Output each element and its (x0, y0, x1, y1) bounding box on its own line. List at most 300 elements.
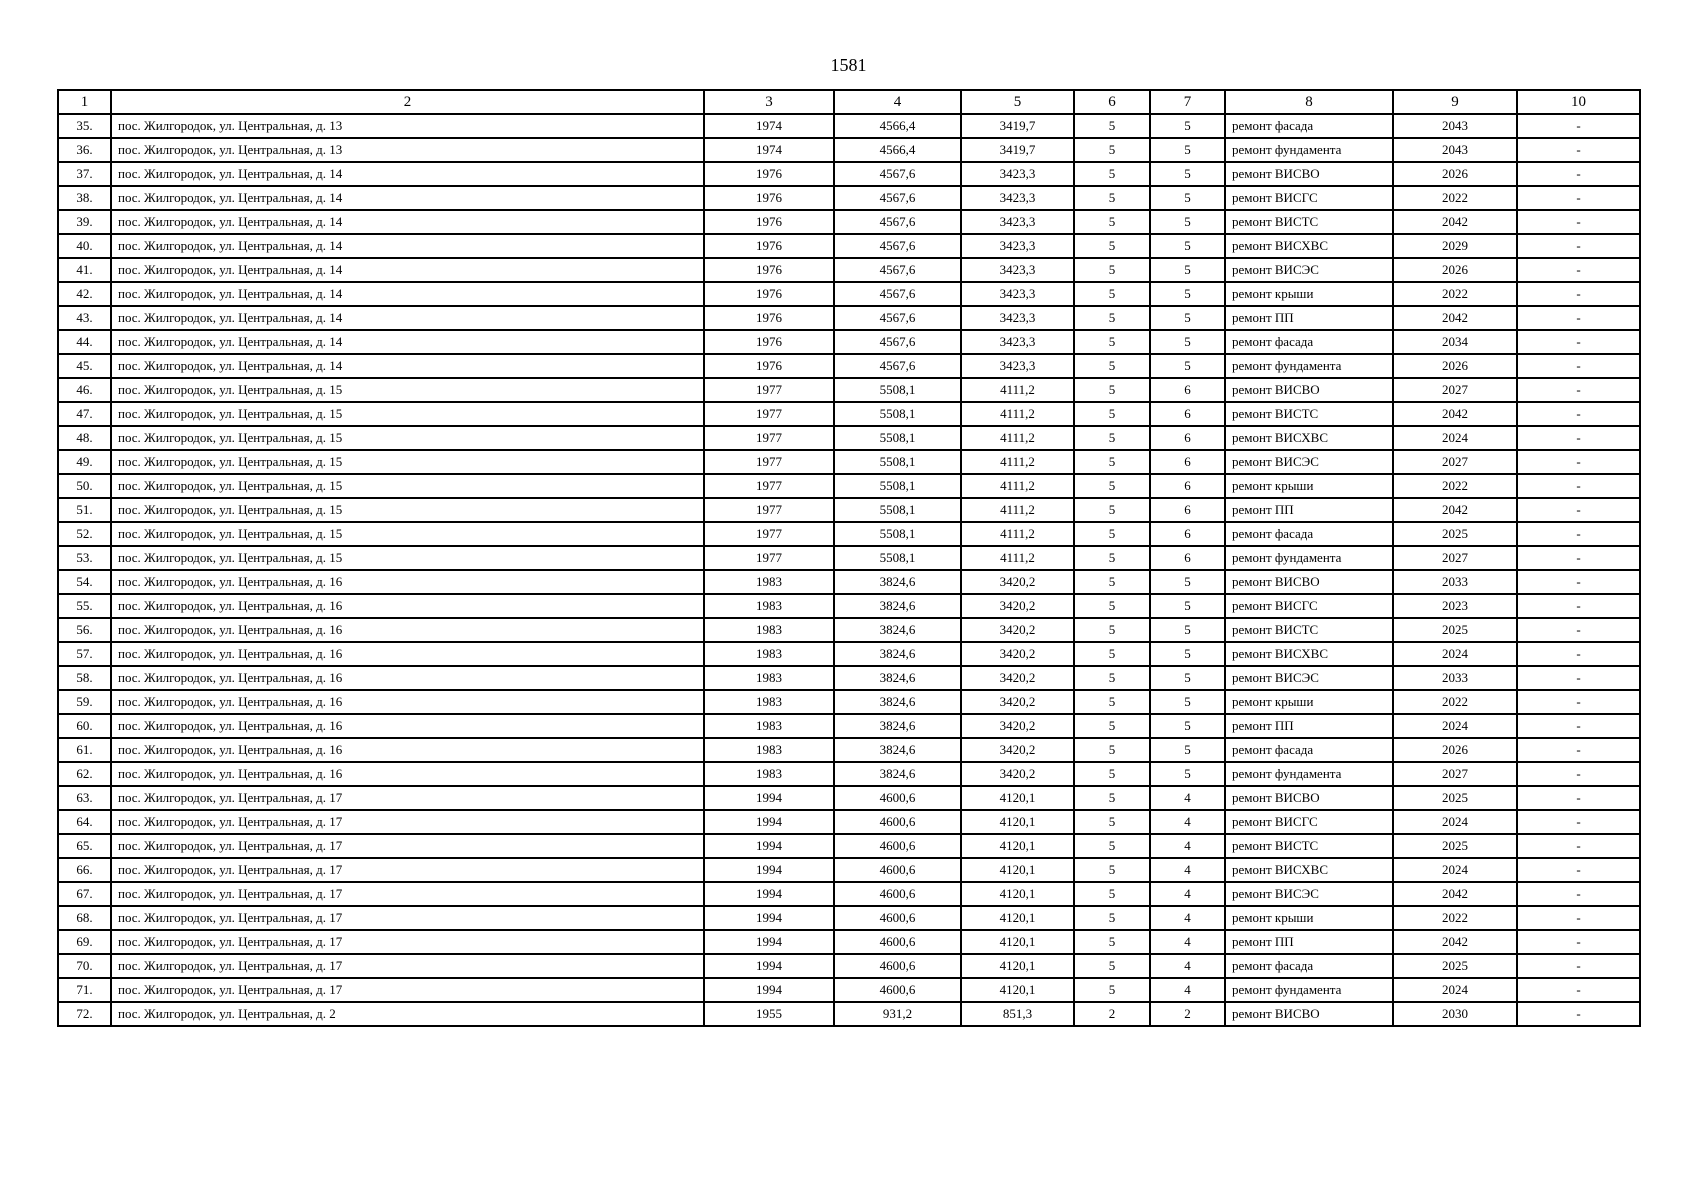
year-cell: 1977 (704, 498, 834, 522)
total-area-cell: 3824,6 (834, 642, 961, 666)
address-cell: пос. Жилгородок, ул. Центральная, д. 14 (111, 282, 704, 306)
total-area-cell: 4600,6 (834, 882, 961, 906)
floors-cell: 5 (1074, 498, 1150, 522)
living-area-cell: 4120,1 (961, 858, 1074, 882)
row-number-cell: 64. (58, 810, 111, 834)
living-area-cell: 3423,3 (961, 306, 1074, 330)
entrances-cell: 5 (1150, 666, 1225, 690)
work-type-cell: ремонт фундамента (1225, 138, 1393, 162)
floors-cell: 5 (1074, 546, 1150, 570)
total-area-cell: 3824,6 (834, 762, 961, 786)
planned-year-cell: 2022 (1393, 474, 1517, 498)
row-number-cell: 44. (58, 330, 111, 354)
work-type-cell: ремонт ВИСЭС (1225, 450, 1393, 474)
planned-year-cell: 2042 (1393, 930, 1517, 954)
column-header-8: 8 (1225, 90, 1393, 114)
entrances-cell: 5 (1150, 354, 1225, 378)
living-area-cell: 4120,1 (961, 954, 1074, 978)
entrances-cell: 4 (1150, 954, 1225, 978)
work-type-cell: ремонт ВИСТС (1225, 834, 1393, 858)
address-cell: пос. Жилгородок, ул. Центральная, д. 16 (111, 642, 704, 666)
floors-cell: 5 (1074, 810, 1150, 834)
floors-cell: 5 (1074, 354, 1150, 378)
planned-year-cell: 2024 (1393, 714, 1517, 738)
planned-year-cell: 2025 (1393, 522, 1517, 546)
work-type-cell: ремонт ВИСХВС (1225, 642, 1393, 666)
table-row (58, 354, 1640, 378)
floors-cell: 5 (1074, 162, 1150, 186)
table-row (58, 474, 1640, 498)
work-type-cell: ремонт ВИСГС (1225, 594, 1393, 618)
entrances-cell: 4 (1150, 882, 1225, 906)
table-row (58, 498, 1640, 522)
year-cell: 1955 (704, 1002, 834, 1026)
table-row (58, 306, 1640, 330)
table-row (58, 786, 1640, 810)
work-type-cell: ремонт ВИСВО (1225, 1002, 1393, 1026)
note-cell: - (1517, 714, 1640, 738)
address-cell: пос. Жилгородок, ул. Центральная, д. 15 (111, 498, 704, 522)
year-cell: 1983 (704, 618, 834, 642)
work-type-cell: ремонт ВИСВО (1225, 378, 1393, 402)
living-area-cell: 4120,1 (961, 906, 1074, 930)
living-area-cell: 4120,1 (961, 786, 1074, 810)
year-cell: 1977 (704, 426, 834, 450)
entrances-cell: 4 (1150, 930, 1225, 954)
row-number-cell: 49. (58, 450, 111, 474)
work-type-cell: ремонт ВИСТС (1225, 618, 1393, 642)
entrances-cell: 5 (1150, 594, 1225, 618)
entrances-cell: 6 (1150, 450, 1225, 474)
address-cell: пос. Жилгородок, ул. Центральная, д. 14 (111, 306, 704, 330)
floors-cell: 5 (1074, 642, 1150, 666)
floors-cell: 5 (1074, 882, 1150, 906)
floors-cell: 5 (1074, 618, 1150, 642)
year-cell: 1976 (704, 258, 834, 282)
address-cell: пос. Жилгородок, ул. Центральная, д. 17 (111, 810, 704, 834)
address-cell: пос. Жилгородок, ул. Центральная, д. 14 (111, 330, 704, 354)
planned-year-cell: 2023 (1393, 594, 1517, 618)
address-cell: пос. Жилгородок, ул. Центральная, д. 16 (111, 618, 704, 642)
living-area-cell: 3420,2 (961, 714, 1074, 738)
column-header-9: 9 (1393, 90, 1517, 114)
living-area-cell: 4111,2 (961, 546, 1074, 570)
year-cell: 1977 (704, 402, 834, 426)
total-area-cell: 3824,6 (834, 570, 961, 594)
planned-year-cell: 2024 (1393, 426, 1517, 450)
table-row (58, 642, 1640, 666)
row-number-cell: 56. (58, 618, 111, 642)
planned-year-cell: 2027 (1393, 762, 1517, 786)
planned-year-cell: 2026 (1393, 354, 1517, 378)
year-cell: 1983 (704, 642, 834, 666)
floors-cell: 5 (1074, 570, 1150, 594)
work-type-cell: ремонт фасада (1225, 954, 1393, 978)
row-number-cell: 36. (58, 138, 111, 162)
address-cell: пос. Жилгородок, ул. Центральная, д. 17 (111, 930, 704, 954)
living-area-cell: 3420,2 (961, 762, 1074, 786)
address-cell: пос. Жилгородок, ул. Центральная, д. 16 (111, 594, 704, 618)
row-number-cell: 69. (58, 930, 111, 954)
total-area-cell: 4567,6 (834, 162, 961, 186)
total-area-cell: 4567,6 (834, 282, 961, 306)
table-row (58, 210, 1640, 234)
floors-cell: 5 (1074, 714, 1150, 738)
work-type-cell: ремонт ВИСГС (1225, 186, 1393, 210)
year-cell: 1983 (704, 762, 834, 786)
address-cell: пос. Жилгородок, ул. Центральная, д. 17 (111, 906, 704, 930)
address-cell: пос. Жилгородок, ул. Центральная, д. 17 (111, 882, 704, 906)
floors-cell: 5 (1074, 690, 1150, 714)
table-row (58, 1002, 1640, 1026)
year-cell: 1977 (704, 546, 834, 570)
table-row (58, 882, 1640, 906)
living-area-cell: 3423,3 (961, 330, 1074, 354)
work-type-cell: ремонт ВИСТС (1225, 402, 1393, 426)
living-area-cell: 3420,2 (961, 570, 1074, 594)
row-number-cell: 58. (58, 666, 111, 690)
planned-year-cell: 2030 (1393, 1002, 1517, 1026)
entrances-cell: 5 (1150, 738, 1225, 762)
living-area-cell: 3420,2 (961, 642, 1074, 666)
total-area-cell: 4600,6 (834, 786, 961, 810)
entrances-cell: 5 (1150, 234, 1225, 258)
year-cell: 1983 (704, 594, 834, 618)
table-row (58, 402, 1640, 426)
entrances-cell: 5 (1150, 570, 1225, 594)
year-cell: 1977 (704, 474, 834, 498)
year-cell: 1994 (704, 978, 834, 1002)
living-area-cell: 3420,2 (961, 666, 1074, 690)
address-cell: пос. Жилгородок, ул. Центральная, д. 14 (111, 354, 704, 378)
note-cell: - (1517, 882, 1640, 906)
year-cell: 1976 (704, 210, 834, 234)
column-header-5: 5 (961, 90, 1074, 114)
address-cell: пос. Жилгородок, ул. Центральная, д. 15 (111, 522, 704, 546)
living-area-cell: 4111,2 (961, 378, 1074, 402)
row-number-cell: 63. (58, 786, 111, 810)
year-cell: 1983 (704, 570, 834, 594)
table-row (58, 858, 1640, 882)
note-cell: - (1517, 642, 1640, 666)
note-cell: - (1517, 450, 1640, 474)
year-cell: 1994 (704, 834, 834, 858)
row-number-cell: 42. (58, 282, 111, 306)
planned-year-cell: 2027 (1393, 378, 1517, 402)
work-type-cell: ремонт ВИСТС (1225, 210, 1393, 234)
floors-cell: 5 (1074, 402, 1150, 426)
total-area-cell: 931,2 (834, 1002, 961, 1026)
entrances-cell: 6 (1150, 426, 1225, 450)
planned-year-cell: 2024 (1393, 978, 1517, 1002)
total-area-cell: 5508,1 (834, 450, 961, 474)
living-area-cell: 4111,2 (961, 498, 1074, 522)
note-cell: - (1517, 138, 1640, 162)
table-row (58, 522, 1640, 546)
note-cell: - (1517, 738, 1640, 762)
total-area-cell: 4567,6 (834, 330, 961, 354)
address-cell: пос. Жилгородок, ул. Центральная, д. 13 (111, 138, 704, 162)
entrances-cell: 4 (1150, 834, 1225, 858)
address-cell: пос. Жилгородок, ул. Центральная, д. 15 (111, 402, 704, 426)
note-cell: - (1517, 546, 1640, 570)
row-number-cell: 66. (58, 858, 111, 882)
year-cell: 1977 (704, 450, 834, 474)
row-number-cell: 48. (58, 426, 111, 450)
total-area-cell: 3824,6 (834, 738, 961, 762)
note-cell: - (1517, 114, 1640, 138)
note-cell: - (1517, 1002, 1640, 1026)
row-number-cell: 39. (58, 210, 111, 234)
year-cell: 1974 (704, 114, 834, 138)
note-cell: - (1517, 858, 1640, 882)
work-type-cell: ремонт фундамента (1225, 762, 1393, 786)
planned-year-cell: 2024 (1393, 642, 1517, 666)
note-cell: - (1517, 690, 1640, 714)
row-number-cell: 67. (58, 882, 111, 906)
entrances-cell: 5 (1150, 306, 1225, 330)
address-cell: пос. Жилгородок, ул. Центральная, д. 17 (111, 786, 704, 810)
address-cell: пос. Жилгородок, ул. Центральная, д. 17 (111, 954, 704, 978)
living-area-cell: 3419,7 (961, 138, 1074, 162)
row-number-cell: 38. (58, 186, 111, 210)
entrances-cell: 4 (1150, 858, 1225, 882)
table-body (58, 114, 1640, 1026)
total-area-cell: 3824,6 (834, 714, 961, 738)
planned-year-cell: 2042 (1393, 210, 1517, 234)
total-area-cell: 5508,1 (834, 474, 961, 498)
table-row (58, 738, 1640, 762)
planned-year-cell: 2025 (1393, 954, 1517, 978)
row-number-cell: 46. (58, 378, 111, 402)
year-cell: 1976 (704, 186, 834, 210)
note-cell: - (1517, 978, 1640, 1002)
row-number-cell: 57. (58, 642, 111, 666)
total-area-cell: 4567,6 (834, 258, 961, 282)
row-number-cell: 52. (58, 522, 111, 546)
table-row (58, 906, 1640, 930)
row-number-cell: 60. (58, 714, 111, 738)
planned-year-cell: 2022 (1393, 186, 1517, 210)
year-cell: 1994 (704, 930, 834, 954)
entrances-cell: 5 (1150, 162, 1225, 186)
address-cell: пос. Жилгородок, ул. Центральная, д. 16 (111, 738, 704, 762)
address-cell: пос. Жилгородок, ул. Центральная, д. 17 (111, 834, 704, 858)
living-area-cell: 4120,1 (961, 930, 1074, 954)
living-area-cell: 851,3 (961, 1002, 1074, 1026)
entrances-cell: 5 (1150, 714, 1225, 738)
living-area-cell: 4111,2 (961, 474, 1074, 498)
work-type-cell: ремонт ПП (1225, 306, 1393, 330)
column-header-7: 7 (1150, 90, 1225, 114)
work-type-cell: ремонт ПП (1225, 714, 1393, 738)
table-row (58, 570, 1640, 594)
floors-cell: 5 (1074, 330, 1150, 354)
note-cell: - (1517, 186, 1640, 210)
table-row (58, 258, 1640, 282)
row-number-cell: 71. (58, 978, 111, 1002)
housing-repair-table (57, 89, 1641, 1027)
living-area-cell: 4111,2 (961, 402, 1074, 426)
floors-cell: 5 (1074, 834, 1150, 858)
year-cell: 1977 (704, 378, 834, 402)
work-type-cell: ремонт ВИСВО (1225, 162, 1393, 186)
entrances-cell: 4 (1150, 978, 1225, 1002)
entrances-cell: 6 (1150, 546, 1225, 570)
work-type-cell: ремонт ПП (1225, 930, 1393, 954)
table-row (58, 762, 1640, 786)
planned-year-cell: 2026 (1393, 162, 1517, 186)
note-cell: - (1517, 570, 1640, 594)
row-number-cell: 43. (58, 306, 111, 330)
address-cell: пос. Жилгородок, ул. Центральная, д. 17 (111, 858, 704, 882)
living-area-cell: 4111,2 (961, 450, 1074, 474)
planned-year-cell: 2022 (1393, 906, 1517, 930)
floors-cell: 5 (1074, 210, 1150, 234)
total-area-cell: 5508,1 (834, 522, 961, 546)
note-cell: - (1517, 522, 1640, 546)
living-area-cell: 3420,2 (961, 618, 1074, 642)
year-cell: 1983 (704, 690, 834, 714)
year-cell: 1994 (704, 786, 834, 810)
planned-year-cell: 2027 (1393, 450, 1517, 474)
planned-year-cell: 2033 (1393, 570, 1517, 594)
table-row (58, 138, 1640, 162)
note-cell: - (1517, 474, 1640, 498)
planned-year-cell: 2026 (1393, 258, 1517, 282)
table-row (58, 114, 1640, 138)
address-cell: пос. Жилгородок, ул. Центральная, д. 15 (111, 426, 704, 450)
total-area-cell: 4600,6 (834, 834, 961, 858)
work-type-cell: ремонт ПП (1225, 498, 1393, 522)
note-cell: - (1517, 378, 1640, 402)
row-number-cell: 68. (58, 906, 111, 930)
row-number-cell: 72. (58, 1002, 111, 1026)
work-type-cell: ремонт ВИСВО (1225, 786, 1393, 810)
work-type-cell: ремонт ВИСВО (1225, 570, 1393, 594)
planned-year-cell: 2025 (1393, 786, 1517, 810)
living-area-cell: 4111,2 (961, 522, 1074, 546)
planned-year-cell: 2024 (1393, 858, 1517, 882)
entrances-cell: 5 (1150, 282, 1225, 306)
column-header-1: 1 (58, 90, 111, 114)
year-cell: 1983 (704, 714, 834, 738)
total-area-cell: 3824,6 (834, 666, 961, 690)
row-number-cell: 65. (58, 834, 111, 858)
entrances-cell: 6 (1150, 522, 1225, 546)
year-cell: 1976 (704, 330, 834, 354)
table-row (58, 282, 1640, 306)
work-type-cell: ремонт ВИСЭС (1225, 882, 1393, 906)
year-cell: 1974 (704, 138, 834, 162)
note-cell: - (1517, 666, 1640, 690)
address-cell: пос. Жилгородок, ул. Центральная, д. 14 (111, 186, 704, 210)
work-type-cell: ремонт фундамента (1225, 546, 1393, 570)
floors-cell: 5 (1074, 138, 1150, 162)
entrances-cell: 5 (1150, 618, 1225, 642)
planned-year-cell: 2027 (1393, 546, 1517, 570)
planned-year-cell: 2025 (1393, 834, 1517, 858)
planned-year-cell: 2033 (1393, 666, 1517, 690)
year-cell: 1983 (704, 666, 834, 690)
entrances-cell: 4 (1150, 810, 1225, 834)
living-area-cell: 4111,2 (961, 426, 1074, 450)
note-cell: - (1517, 210, 1640, 234)
floors-cell: 5 (1074, 906, 1150, 930)
row-number-cell: 62. (58, 762, 111, 786)
note-cell: - (1517, 354, 1640, 378)
planned-year-cell: 2042 (1393, 498, 1517, 522)
entrances-cell: 4 (1150, 786, 1225, 810)
work-type-cell: ремонт ВИСХВС (1225, 858, 1393, 882)
year-cell: 1994 (704, 954, 834, 978)
row-number-cell: 41. (58, 258, 111, 282)
work-type-cell: ремонт фундамента (1225, 978, 1393, 1002)
address-cell: пос. Жилгородок, ул. Центральная, д. 16 (111, 762, 704, 786)
table-row (58, 618, 1640, 642)
note-cell: - (1517, 258, 1640, 282)
note-cell: - (1517, 162, 1640, 186)
floors-cell: 5 (1074, 282, 1150, 306)
living-area-cell: 3423,3 (961, 282, 1074, 306)
note-cell: - (1517, 930, 1640, 954)
table-row (58, 954, 1640, 978)
address-cell: пос. Жилгородок, ул. Центральная, д. 14 (111, 258, 704, 282)
row-number-cell: 61. (58, 738, 111, 762)
total-area-cell: 4600,6 (834, 954, 961, 978)
entrances-cell: 5 (1150, 330, 1225, 354)
table-row (58, 690, 1640, 714)
table-row (58, 546, 1640, 570)
row-number-cell: 53. (58, 546, 111, 570)
work-type-cell: ремонт фасада (1225, 738, 1393, 762)
living-area-cell: 3419,7 (961, 114, 1074, 138)
work-type-cell: ремонт крыши (1225, 906, 1393, 930)
year-cell: 1994 (704, 810, 834, 834)
entrances-cell: 6 (1150, 378, 1225, 402)
total-area-cell: 4600,6 (834, 978, 961, 1002)
total-area-cell: 5508,1 (834, 498, 961, 522)
address-cell: пос. Жилгородок, ул. Центральная, д. 15 (111, 450, 704, 474)
note-cell: - (1517, 834, 1640, 858)
floors-cell: 5 (1074, 786, 1150, 810)
table-row (58, 714, 1640, 738)
year-cell: 1976 (704, 354, 834, 378)
floors-cell: 5 (1074, 426, 1150, 450)
total-area-cell: 3824,6 (834, 618, 961, 642)
address-cell: пос. Жилгородок, ул. Центральная, д. 14 (111, 234, 704, 258)
entrances-cell: 5 (1150, 186, 1225, 210)
entrances-cell: 5 (1150, 210, 1225, 234)
note-cell: - (1517, 954, 1640, 978)
note-cell: - (1517, 498, 1640, 522)
table-row (58, 594, 1640, 618)
work-type-cell: ремонт ВИСЭС (1225, 666, 1393, 690)
entrances-cell: 5 (1150, 642, 1225, 666)
planned-year-cell: 2029 (1393, 234, 1517, 258)
floors-cell: 5 (1074, 186, 1150, 210)
table-row (58, 810, 1640, 834)
total-area-cell: 5508,1 (834, 426, 961, 450)
planned-year-cell: 2043 (1393, 114, 1517, 138)
entrances-cell: 5 (1150, 138, 1225, 162)
work-type-cell: ремонт ВИСГС (1225, 810, 1393, 834)
floors-cell: 5 (1074, 762, 1150, 786)
living-area-cell: 3420,2 (961, 594, 1074, 618)
page-number: 1581 (830, 55, 867, 75)
row-number-cell: 55. (58, 594, 111, 618)
living-area-cell: 3423,3 (961, 162, 1074, 186)
